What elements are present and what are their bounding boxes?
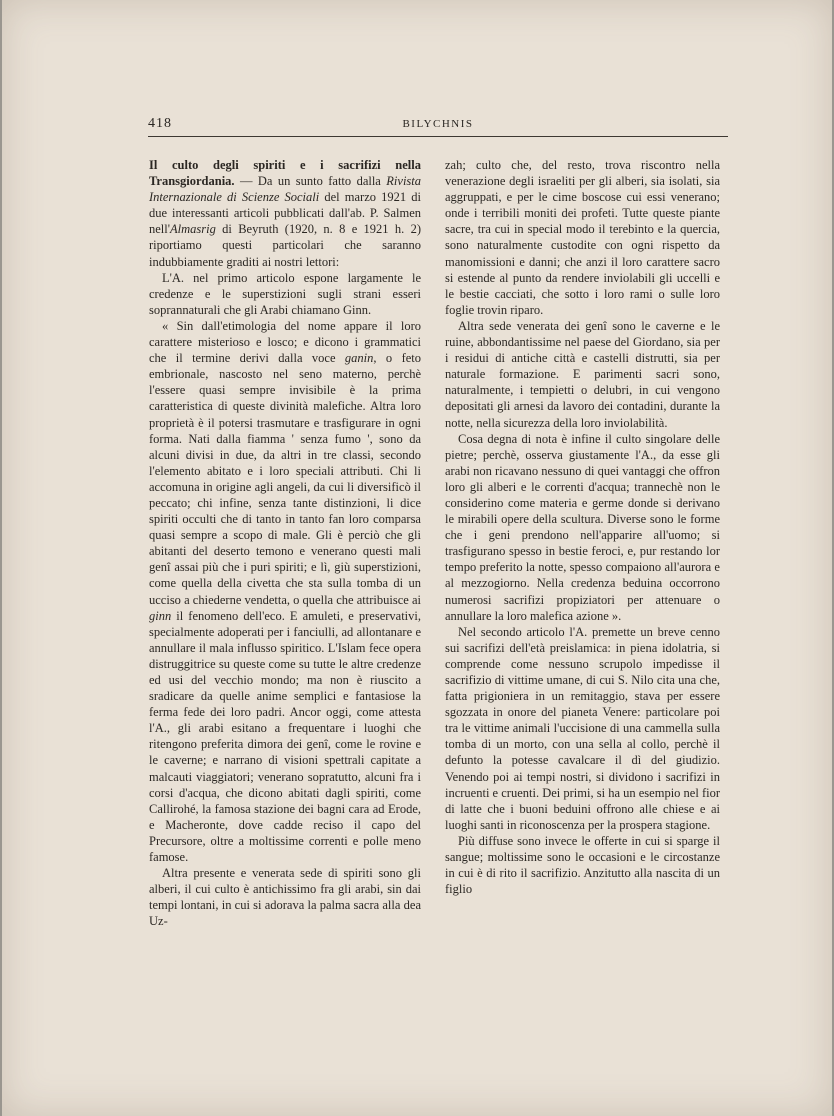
page-number: 418	[148, 116, 172, 131]
column-left	[149, 157, 421, 930]
article-title: Il culto degli spiriti e i sacrifizi nella Transgiordania.	[149, 158, 421, 189]
intro-text-1: — Da un sunto fatto dalla	[234, 174, 387, 189]
para-3-part-c: il fenomeno dell'eco. E amuleti, e preservativi, specialmente adoperati per i fanciulli, ad allontanare e annullare il mala influsso spiritico. L'Islam fece opera distruggitrice su queste come su tutte le altre credenze ed usi del vecchio mondo; ma non è riuscito a sradicare da quelle anime semplici e fantasiose la ferma fede dei loro padri. Ancor oggi, come attesta l'A., gli arabi esitano a frequentare i luoghi che ritengono preferita dimora dei genî, come le rovine e le caverne; e narrano di visioni spettrali capitate a malcauti viaggiatori; venerano sopratutto, alcuni fra i corsi d'acqua, che dicono abitati dagli spiriti, come Callirohé, la famosa stazione dei bagni cara ad Erode, e Macheronte, dove cadde reciso il capo del Precursore, oltre a moltissime correnti e polle meno famose.	[149, 608, 421, 865]
running-head: BILYCHNIS	[402, 118, 474, 130]
paragraph-4: zah; culto che, del resto, trova riscontro nella venerazione degli israeliti per gli alberi, sia isolati, sia aggruppati, e per le cime boscose cui essi venerano; onde i terribili moniti dei profeti. Tutte queste piante sacre, tra cui in special modo il terebinto e la quercia, sono naturalmente custodite con ogni rispetto da manomissioni e danni; che anzi il loro carattere sacro si estende al punto da rendere inviolabili gli uccelli e le bestie cacciati, che sotto i loro rami o sulle loro foglie trovin riparo.	[445, 158, 720, 317]
paragraph-7: Nel secondo articolo l'A. premette un breve cenno sui sacrifizi dell'età preislamica: in piena idolatria, si comprende come nessuno scrupolo impedisse il sacrifizio di vittime umane, di cui S. Nilo cita una che, fatta prigioniera in un remitaggio, stava per essere sgozzata in onore del pianeta Venere: particolare poi tra le vittime animali l'uccisione di una cammella sulla tomba di un morto, con una sella al collo, perchè il defunto la potesse cavalcare il dì del giudizio. Venendo poi ai tempi nostri, si dividono i sacrifizi in incruenti e cruenti. Dei primi, si ha un esempio nel fior di latte che i buoni beduini offrono alle chiese e ai luoghi santi in riconoscenza per la prospera stagione.	[445, 624, 720, 832]
header-rule	[148, 136, 728, 137]
paragraph-3	[149, 318, 421, 865]
page	[2, 0, 832, 1116]
paragraph-2: L'A. nel primo articolo espone largamente le credenze e le superstizioni sugli strani esseri soprannaturali che gli Arabi chiamano Ginn.	[149, 270, 421, 317]
page-header	[148, 116, 728, 138]
magazine-name: Almasrig	[170, 222, 216, 237]
paragraph-6: Cosa degna di nota è infine il culto singolare delle pietre; perchè, osserva giustamente l'A., da esse gli arabi non ricavano nessuno di quei vantaggi che offron loro gli alberi e le correnti d'acqua; trannechè non le considerino come materia e germe donde si derivano le mirabili opere della scultura. Diverse sono le forme che i geni prendono nell'apparire all'uomo; si trasfigurano spesso in bestie feroci, e, pur restando lor tempo preferito la notte, spesso compaiono all'aurora e al mezzogiorno. Nella credenza beduina occorrono numerosi sacrifizi propiziatori per attenuare o annullare la loro malefica azione ».	[445, 431, 720, 623]
word-ginn: ginn	[149, 608, 172, 623]
column-right	[445, 157, 720, 897]
para-3-part-b: , o feto embrionale, nascosto nel seno materno, perchè l'essere quasi sempre invisibile è la prima caratteristica di queste divinità malefiche. Altra loro proprietà è il potersi trasmutare e trasfigurare in ogni forma. Nati dalla fiamma ' senza fumo ', sono da alcuni divisi in due, da altri in tre classi, secondo l'elemento abitato e i loro speciali attributi. Chi li accomuna in origine agli angeli, da cui li diversificò il peccato; chi infine, senza tante distinzioni, li dice spiriti occulti che di tanto in tanto fan loro comparsa quasi sempre a scopo di male. Gli è perciò che gli abitanti del deserto temono e venerano questi mali genî assai più che i puri spiriti; e lì, giù superstizioni, come quella della civetta che sta sulla tomba di un ucciso a chiederne vendetta, o quella che attribuisce ai	[149, 351, 421, 607]
paragraph-4-start: Altra presente e venerata sede di spiriti sono gli alberi, il cui culto è antichissimo fra gli arabi, sin dai tempi lontani, in cui si adorava la palma sacra alla dea Uz-	[149, 866, 421, 929]
article-intro-paragraph	[149, 157, 421, 270]
journal-name: Rivista Internazionale di Scienze Sociali	[149, 174, 421, 205]
intro-text-2: del marzo 1921 di due interessanti articoli pubblicati dall'ab. P. Salmen nell'	[149, 190, 421, 237]
word-ganin: ganin	[344, 351, 374, 366]
paragraph-5: Altra sede venerata dei genî sono le caverne e le ruine, abbondantissime nel paese del Giordano, sia per i residui di antiche città e castelli distrutti, sia per naturale formazione. E parimenti sacri sono, naturalmente, i tempietti o delubri, in cui vengono depositati gli arnesi da lavoro dei contadini, durante la notte, nella sicurezza della loro inviolabilità.	[445, 318, 720, 430]
para-3-part-a: « Sin dall'etimologia del nome appare il loro carattere misterioso e losco; e dicono i grammatici che il termine derivi dalla voce	[149, 318, 421, 366]
paragraph-8: Più diffuse sono invece le offerte in cui si sparge il sangue; moltissime sono le occasioni e le circostanze in cui è di rito il sacrifizio. Anzitutto alla nascita di un figlio	[445, 833, 720, 897]
intro-text-3: di Beyruth (1920, n. 8 e 1921 h. 2) riportiamo questi particolari che saranno indubbiamente graditi ai nostri lettori:	[149, 222, 421, 269]
